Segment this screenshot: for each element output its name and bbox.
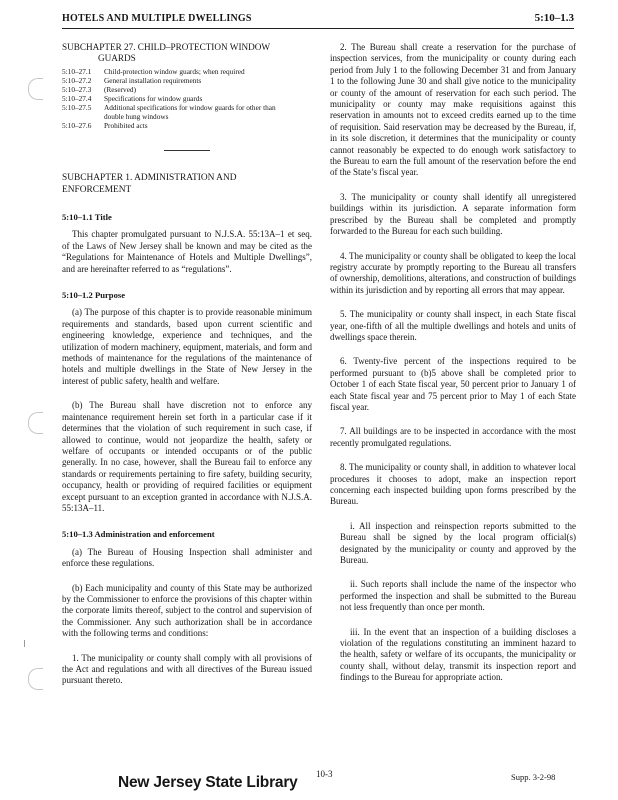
right-column [330, 42, 576, 684]
paragraph-item-3: 3. The municipality or county shall identify all unregistered buildings within its jurisdiction. A separate information form prescribed by the Bureau shall be completed and promptly forwarded to the Bureau for each such building. [330, 191, 576, 237]
toc-title [62, 42, 312, 64]
toc-number: 5:10–27.1 [62, 67, 92, 76]
page-number: 10-3 [316, 769, 333, 779]
paragraph-item-2: 2. The Bureau shall create a reservation for the purchase of inspection services, from the municipality or county during each period from July 1 to the following December 31 and from January 1 to the following June 30 and shall give notice to the municipality or county of the amount of reservation for each such period. The municipality or county may make requisitions against this reservation in amounts not to exceed credits earned up to the time of requisition. Said reservation may be decreased by the Bureau, if, in its sole discretion, it determines that the municipality or county cannot reasonably be expected to do enough work satisfactory to the Bureau to earn the full amount of the reservation before the end of the State’s fiscal year. [330, 42, 576, 178]
binder-hole-mark [28, 668, 43, 690]
paragraph-item-4: 4. The municipality or county shall be obligated to keep the local registry accurate by promptly reporting to the Bureau all transfers of ownership, demolitions, alterations, and construction of buildings within its jurisdiction and by reporting all errors that may appear. [330, 250, 576, 295]
toc-text: General installation requirements [104, 76, 202, 85]
paragraph-item-6: 6. Twenty-five percent of the inspections required to be performed pursuant to (b)5 above shall be completed prior to October 1 of each State fiscal year, 50 percent prior to January 1 of each State fiscal year and 75 percent prior to May 1 of each State fiscal year. [330, 356, 576, 412]
toc-item [62, 76, 312, 85]
toc-number: 5:10–27.2 [62, 76, 92, 85]
toc-text-continued: double hung windows [104, 112, 169, 121]
paragraph-admin-b: (b) Each municipality and county of this State may be authorized by the Commissioner to enforce the provisions of this chapter within the corporate limits thereof, subject to the control and supervision of the Commissioner. Any such authorization shall be in accordance with the following terms and conditions: [62, 582, 312, 639]
toc-number: 5:10–27.6 [62, 121, 92, 130]
toc-text: (Reserved) [104, 85, 137, 94]
paragraph-item-8: 8. The municipality or county shall, in addition to whatever local procedures it chooses to adopt, make an inspection report concerning each inspected building upon forms prescribed by the Bureau. [330, 462, 576, 507]
paragraph-item-7: 7. All buildings are to be inspected in accordance with the most recently promulgated regulations. [330, 426, 576, 448]
toc-text: Additional specifications for window guards for other than [104, 103, 276, 112]
paragraph-admin-a: (a) The Bureau of Housing Inspection shall administer and enforce these regulations. [62, 546, 312, 569]
binder-hole-mark [28, 412, 43, 434]
toc-item [62, 67, 312, 76]
paragraph-purpose-a: (a) The purpose of this chapter is to provide reasonable minimum requirements and standards, based upon current scientific and engineering knowledge, experience and techniques, and the utilization of modern machinery, equipment, materials, and form and methods of maintenance for the regulations of the maintenance of hotels and multiple dwellings in the State of New Jersey in the interest of public safety, health and welfare. [62, 307, 312, 386]
section-heading-administration: 5:10–1.3 Administration and enforcement [62, 529, 215, 540]
header-section: 5:10–1.3 [534, 12, 574, 24]
running-header [62, 12, 574, 29]
binder-hole-mark [28, 78, 43, 100]
paragraph-admin-b1: 1. The municipality or county shall comply with all provisions of the Act and regulations and with all directives of the Bureau issued pursuant thereto. [62, 652, 312, 686]
paragraph-item-8-i: i. All inspection and reinspection reports submitted to the Bureau shall be signed by the local program official(s) designated by the municipality or county and approved by the Bureau. [340, 520, 576, 566]
toc-number: 5:10–27.5 [62, 103, 92, 112]
toc-title-line: SUBCHAPTER 27. CHILD–PROTECTION WINDOW [62, 42, 271, 52]
toc-item [62, 85, 312, 94]
subchapter-heading [62, 173, 312, 196]
toc-item [62, 94, 312, 103]
paragraph-title: This chapter promulgated pursuant to N.J.S.A. 55:13A–1 et seq. of the Laws of New Jersey shall be known and may be cited as the “Regulations for Maintenance of Hotels and Multiple Dwellings”, and are hereinafter referred to as “regulations”. [62, 229, 312, 274]
section-heading-purpose: 5:10–1.2 Purpose [62, 290, 126, 301]
paragraph-item-8-ii: ii. Such reports shall include the name of the inspector who performed the inspection and shall be submitted to the Bureau not less frequently than once per month. [340, 579, 576, 613]
supplement-date: Supp. 3-2-98 [511, 772, 556, 782]
section-heading-title: 5:10–1.1 Title [62, 212, 112, 222]
toc-number: 5:10–27.4 [62, 94, 92, 103]
library-stamp: New Jersey State Library [118, 774, 298, 791]
subchapter-heading-line: ENFORCEMENT [62, 184, 132, 195]
paragraph-item-5: 5. The municipality or county shall inspect, in each State fiscal year, one-fifth of all the multiple dwellings and hotels and units of dwellings space therein. [330, 309, 576, 342]
toc-item [62, 121, 312, 130]
toc-text: Specifications for window guards [104, 94, 203, 103]
paragraph-purpose-b: (b) The Bureau shall have discretion not to enforce any maintenance requirement herein set forth in a particular case if it determines that the violation of such requirement in such case, if allowed to continue, would not jeopardize the health, safety or welfare of occupants or intended occupants or of the public generally. In no case, however, shall the Bureau fail to enforce any standards or requirements pertaining to fire safety, building security, occupancy, health or providing of required facilities or equipment except pursuant to an exception granted in accordance with N.J.S.A. 55:13A–11. [62, 400, 312, 513]
scan-speck [24, 640, 25, 647]
subchapter-heading-line: SUBCHAPTER 1. ADMINISTRATION AND [62, 173, 237, 183]
section-divider [164, 150, 210, 151]
toc-text: Child-protection window guards; when required [104, 67, 245, 76]
header-title: HOTELS AND MULTIPLE DWELLINGS [62, 13, 252, 24]
table-of-contents [62, 67, 312, 130]
toc-number: 5:10–27.3 [62, 85, 92, 94]
toc-title-line: GUARDS [98, 53, 136, 63]
toc-text: Prohibited acts [104, 121, 148, 130]
toc-item [62, 103, 312, 112]
left-column [62, 42, 312, 687]
paragraph-item-8-iii: iii. In the event that an inspection of a building discloses a violation of the regulations constituting an imminent hazard to the health, safety or welfare of its occupants, the municipality or county shall, without delay, transmit its inspection report and findings to the Bureau for appropriate action. [340, 626, 576, 683]
